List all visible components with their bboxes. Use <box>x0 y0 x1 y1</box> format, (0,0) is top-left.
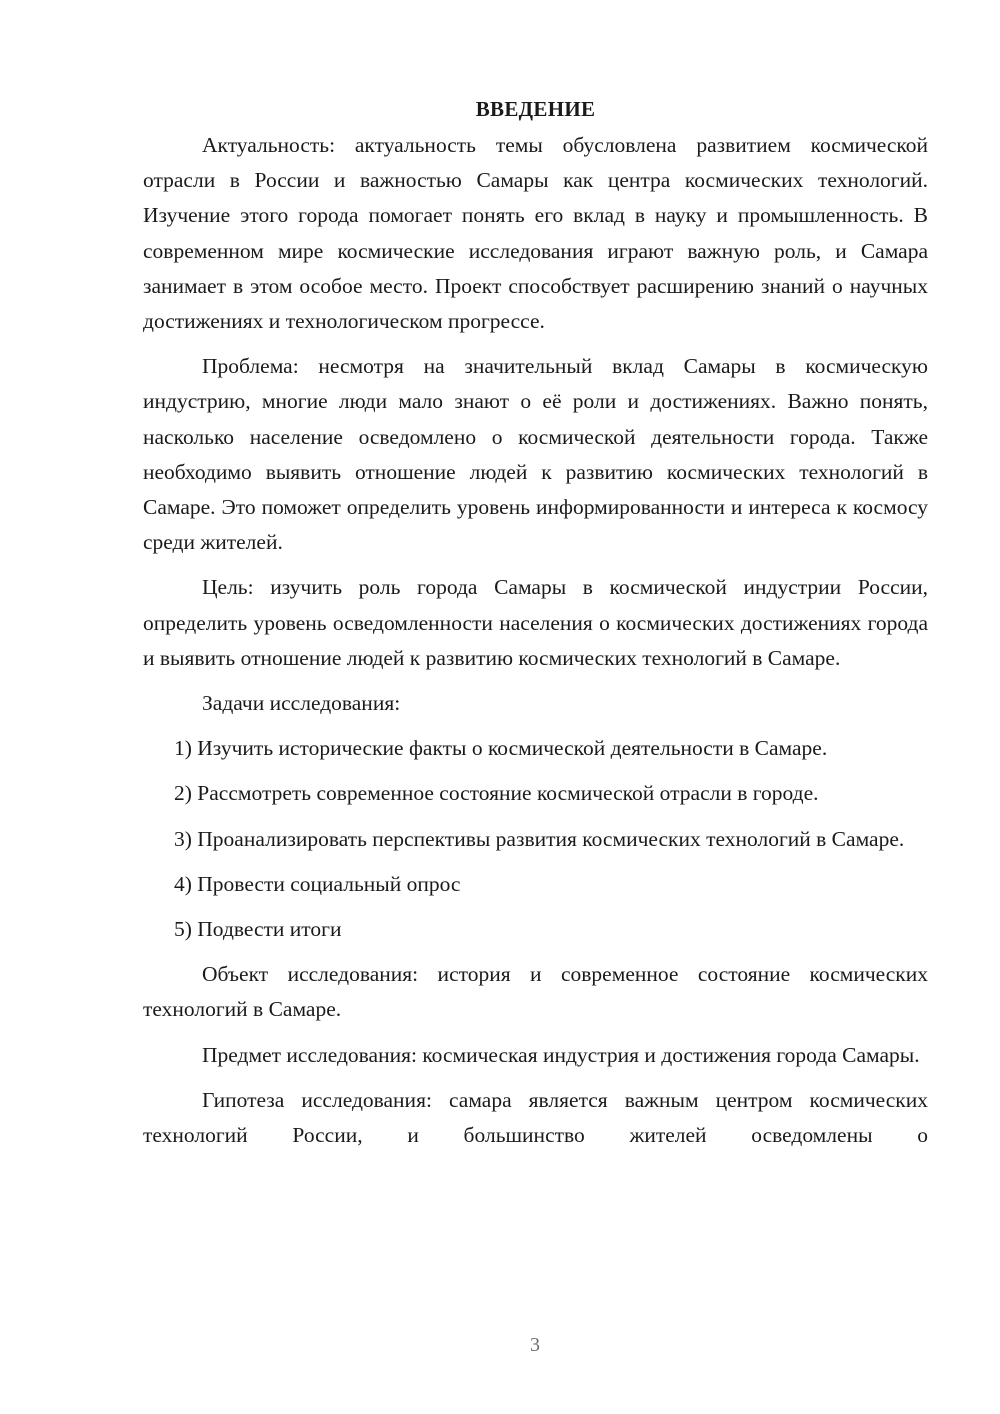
paragraph-subject: Предмет исследования: космическая индустрия и достижения города Самары. <box>202 1042 920 1067</box>
paragraph-object: Объект исследования: история и современное состояние космических технологий в Самаре. <box>143 962 928 1022</box>
paragraph-relevance: Актуальность: актуальность темы обусловлена развитием космической отрасли в России и важностью Самары как центра космических технологий. Изучение этого города помогает понять его вклад в науку и промышленность. В современном мире космические исследования играют важную роль, и Самара занимает в этом особое место. Проект способствует расширению знаний о научных достижениях и технологическом прогрессе. <box>143 133 928 334</box>
task-item-3: 3) Проанализировать перспективы развития космических технологий в Самаре. <box>174 826 905 851</box>
paragraph-problem: Проблема: несмотря на значительный вклад Самары в космическую индустрию, многие люди мало знают о её роли и достижениях. Важно понять, насколько население осведомлено о космической деятельности города. Также необходимо выявить отношение людей к развитию космических технологий в Самаре. Это поможет определить уровень информированности и интереса к космосу среди жителей. <box>143 354 928 555</box>
page-number: 3 <box>530 1334 540 1356</box>
tasks-heading: Задачи исследования: <box>202 691 401 716</box>
task-item-4: 4) Провести социальный опрос <box>174 871 461 896</box>
page-content <box>143 94 928 1163</box>
paragraph-goal: Цель: изучить роль города Самары в космической индустрии России, определить уровень осведомленности населения о космических достижениях города и выявить отношение людей к развитию космических технологий в Самаре. <box>143 575 928 670</box>
task-item-2: 2) Рассмотреть современное состояние космической отрасли в городе. <box>174 781 819 806</box>
section-title: ВВЕДЕНИЕ <box>475 97 596 121</box>
task-item-5: 5) Подвести итоги <box>174 917 342 942</box>
task-item-1: 1) Изучить исторические факты о космической деятельности в Самаре. <box>174 736 828 761</box>
paragraph-hypothesis: Гипотеза исследования: самара является важным центром космических технологий России, и большинство жителей осведомлены о <box>143 1087 928 1148</box>
